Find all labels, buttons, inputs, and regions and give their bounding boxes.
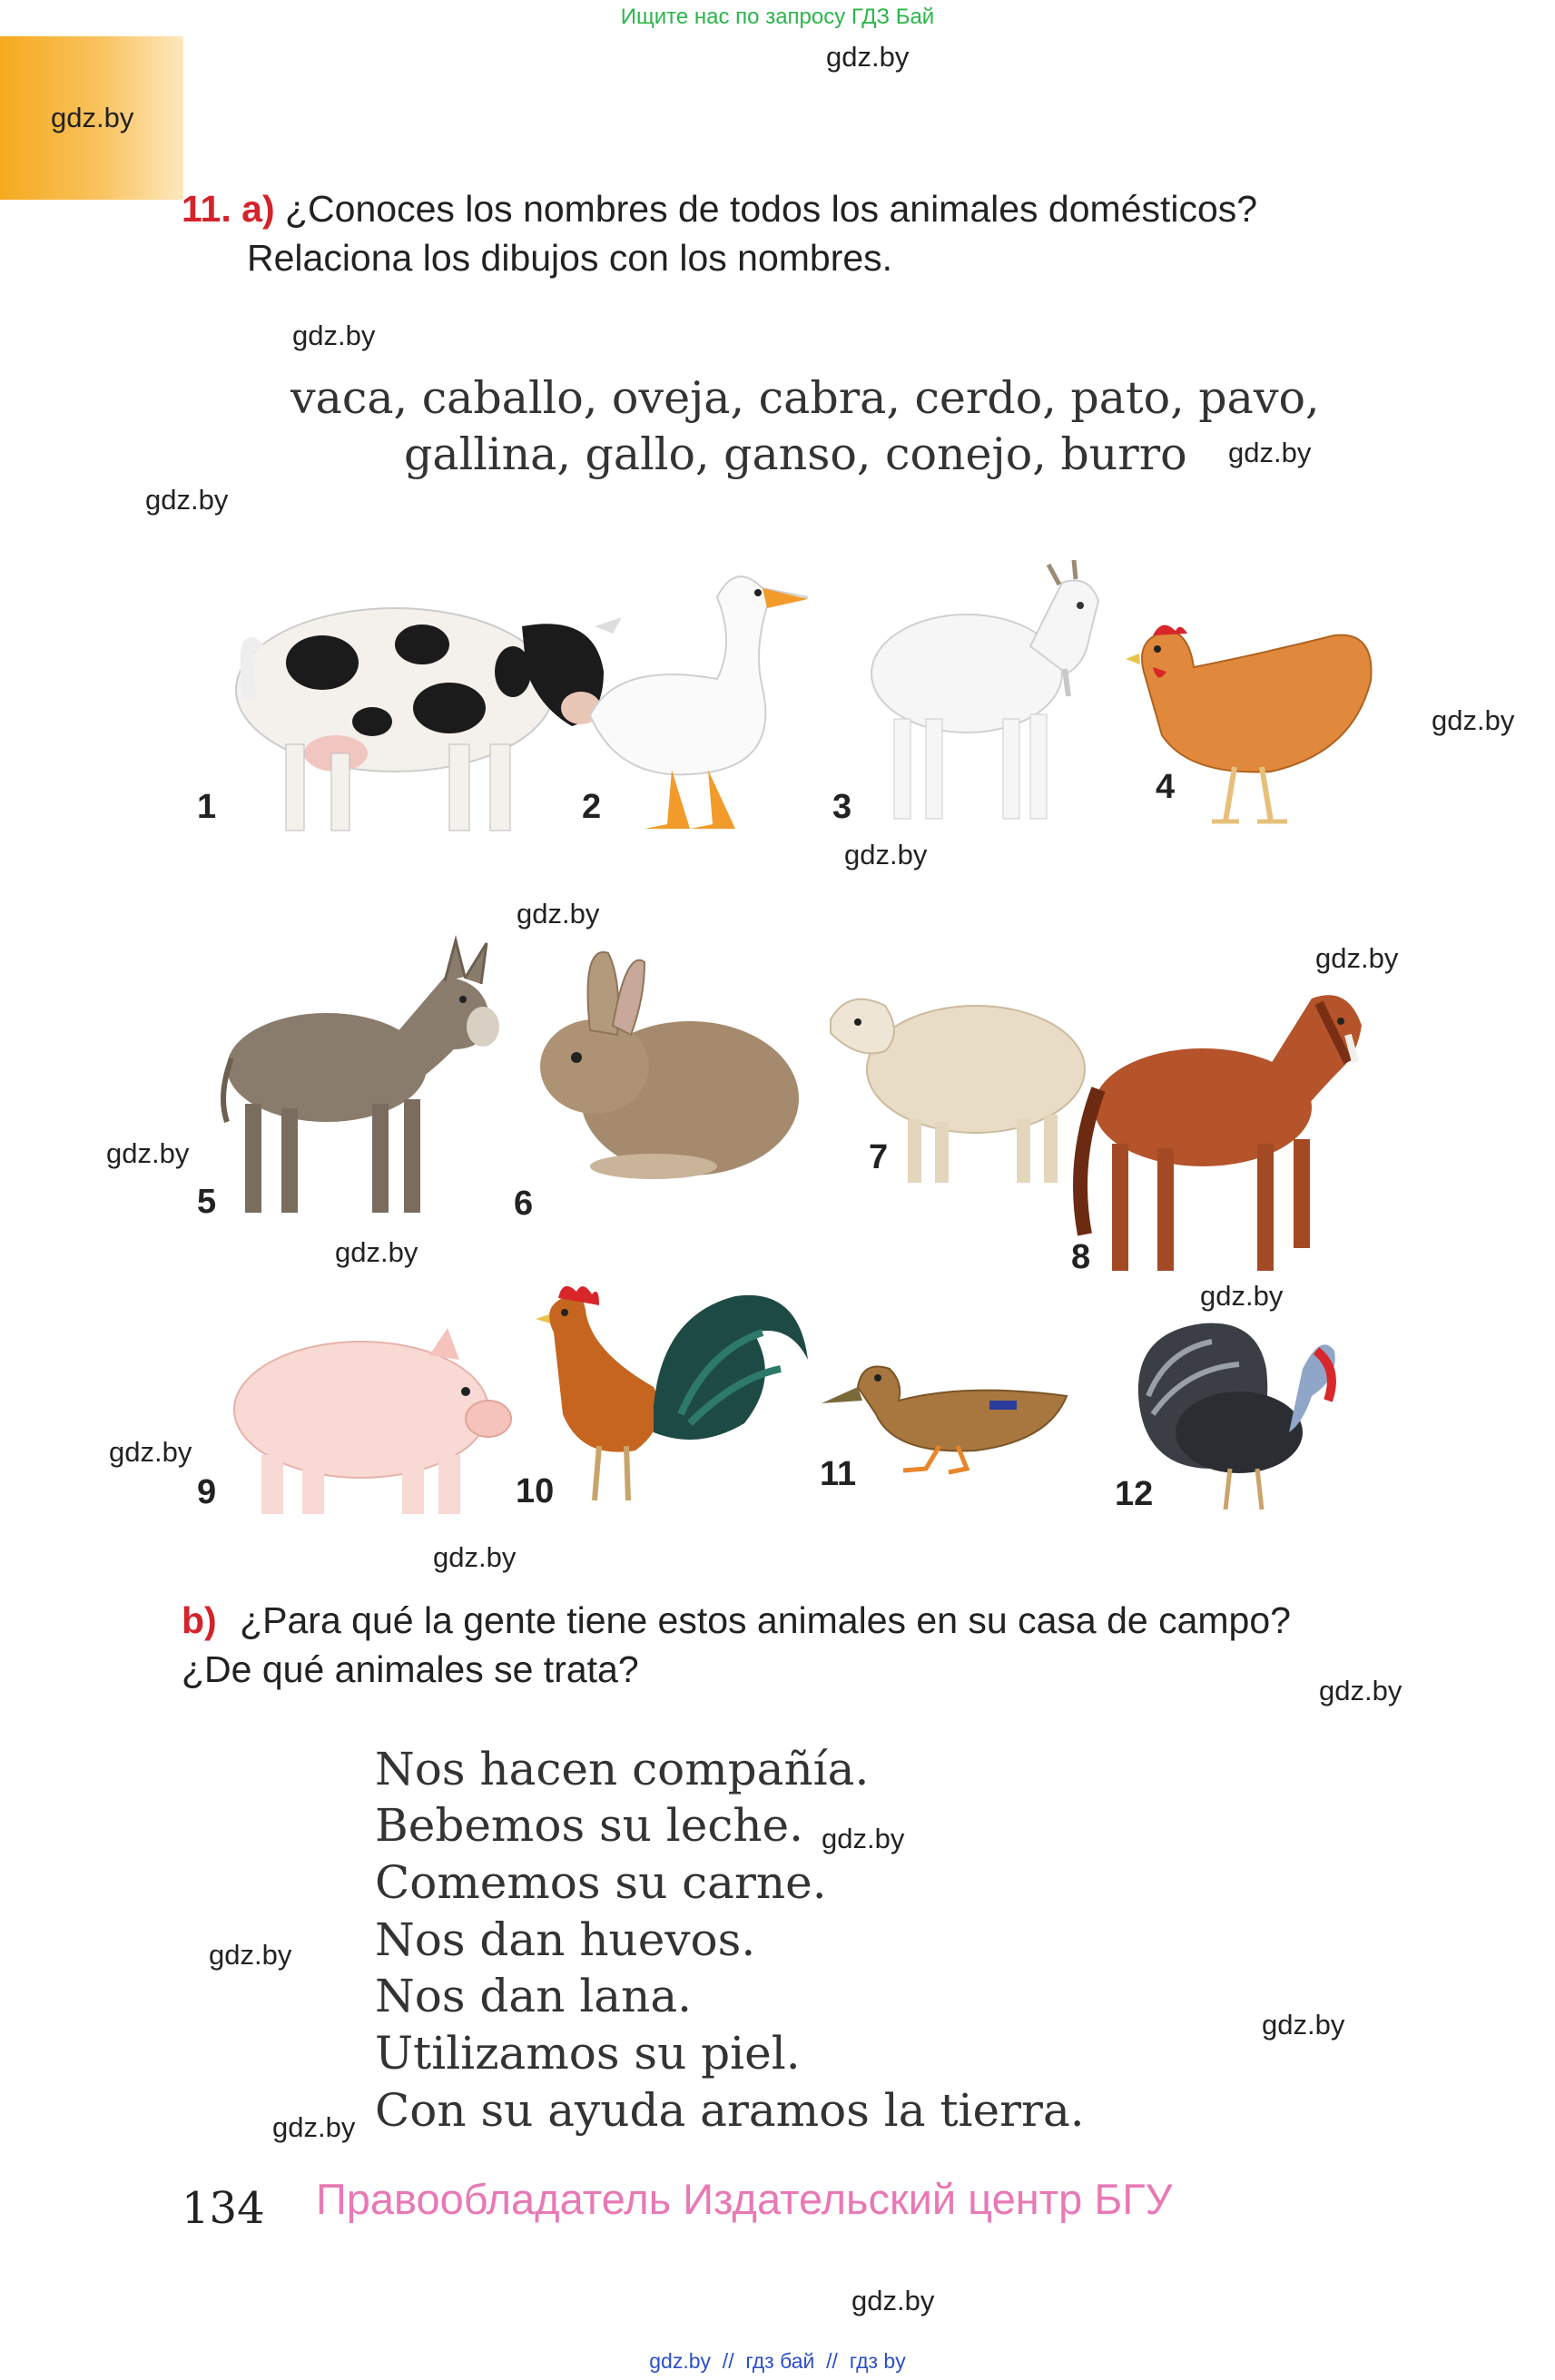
picture-number: 2	[582, 788, 602, 826]
cow-icon	[213, 563, 631, 835]
picture-number: 11	[820, 1455, 857, 1493]
picture-number: 4	[1156, 768, 1176, 806]
turkey-icon	[1130, 1314, 1348, 1514]
phrase-item: Nos dan huevos.	[375, 1913, 756, 1966]
donkey-icon	[218, 940, 508, 1222]
watermark: gdz.by	[1200, 1280, 1284, 1312]
picture-number: 9	[197, 1473, 217, 1511]
phrase-item: Nos hacen compañía.	[375, 1743, 870, 1795]
watermark: gdz.by	[272, 2111, 356, 2143]
top-search-link[interactable]: Ищите нас по запросу ГДЗ Бай	[620, 5, 935, 29]
part-a-label: a)	[241, 188, 275, 230]
horse-icon	[1076, 980, 1375, 1280]
goose-icon	[581, 561, 817, 833]
picture-number: 8	[1071, 1238, 1091, 1276]
rabbit-icon	[527, 944, 808, 1189]
part-a-question: ¿Conoces los nombres de todos los animales domésticos?	[285, 188, 1258, 230]
watermark: gdz.by	[822, 1823, 905, 1854]
copyright-notice: Правообладатель Издательский центр БГУ	[316, 2175, 1173, 2223]
watermark: gdz.by	[1315, 942, 1399, 974]
watermark: gdz.by	[209, 1939, 292, 1971]
watermark: gdz.by	[844, 839, 928, 870]
watermark: gdz.by	[106, 1137, 190, 1169]
phrase-item: Bebemos su leche.	[375, 1799, 804, 1852]
word-bank-line1: vaca, caballo, oveja, cabra, cerdo, pato, pavo,	[290, 372, 1320, 424]
watermark: gdz.by	[335, 1236, 418, 1268]
part-a-line2: Relaciona los dibujos con los nombres.	[247, 237, 893, 279]
pig-icon	[225, 1319, 516, 1519]
rooster-icon	[527, 1278, 817, 1514]
duck-icon	[822, 1351, 1076, 1478]
footer-links[interactable]: gdz.by // гдз бай // гдз by	[649, 2349, 906, 2373]
exercise-number: 11.	[182, 188, 231, 230]
watermark: gdz.by	[145, 484, 229, 516]
picture-number: 12	[1115, 1475, 1154, 1513]
picture-number: 5	[197, 1183, 217, 1221]
header-site-name: gdz.by	[826, 41, 910, 73]
part-b-question: ¿Para qué la gente tiene estos animales en su casa de campo?	[240, 1599, 1291, 1641]
watermark: gdz.by	[1228, 437, 1312, 468]
watermark: gdz.by	[433, 1541, 517, 1573]
footer-site-name: gdz.by	[851, 2285, 935, 2316]
watermark: gdz.by	[517, 898, 600, 929]
word-bank-line2: gallina, gallo, ganso, conejo, burro	[404, 428, 1187, 480]
goat-icon	[858, 565, 1130, 828]
part-b-line1	[182, 1599, 1291, 1642]
watermark: gdz.by	[1262, 2009, 1345, 2041]
picture-number: 1	[197, 788, 217, 826]
part-b-label: b)	[182, 1599, 217, 1641]
watermark: gdz.by	[292, 320, 376, 351]
picture-number: 3	[832, 788, 852, 826]
phrase-item: Comemos su carne.	[375, 1856, 827, 1909]
part-a-line1	[182, 188, 1257, 231]
picture-number: 10	[516, 1472, 555, 1510]
picture-number: 7	[869, 1138, 889, 1176]
corner-tab-label: gdz.by	[51, 102, 134, 133]
phrase-item: Nos dan lana.	[375, 1970, 693, 2022]
watermark: gdz.by	[1319, 1675, 1402, 1706]
watermark: gdz.by	[109, 1436, 192, 1468]
page-number: 134	[182, 2183, 265, 2234]
picture-number: 6	[514, 1185, 534, 1223]
watermark: gdz.by	[1432, 704, 1515, 736]
phrase-item: Utilizamos su piel.	[375, 2027, 801, 2080]
part-b-line2: ¿De qué animales se trata?	[182, 1648, 639, 1690]
phrase-item: Con su ayuda aramos la tierra.	[375, 2084, 1085, 2137]
corner-tab	[0, 36, 183, 200]
sheep-icon	[822, 979, 1094, 1187]
